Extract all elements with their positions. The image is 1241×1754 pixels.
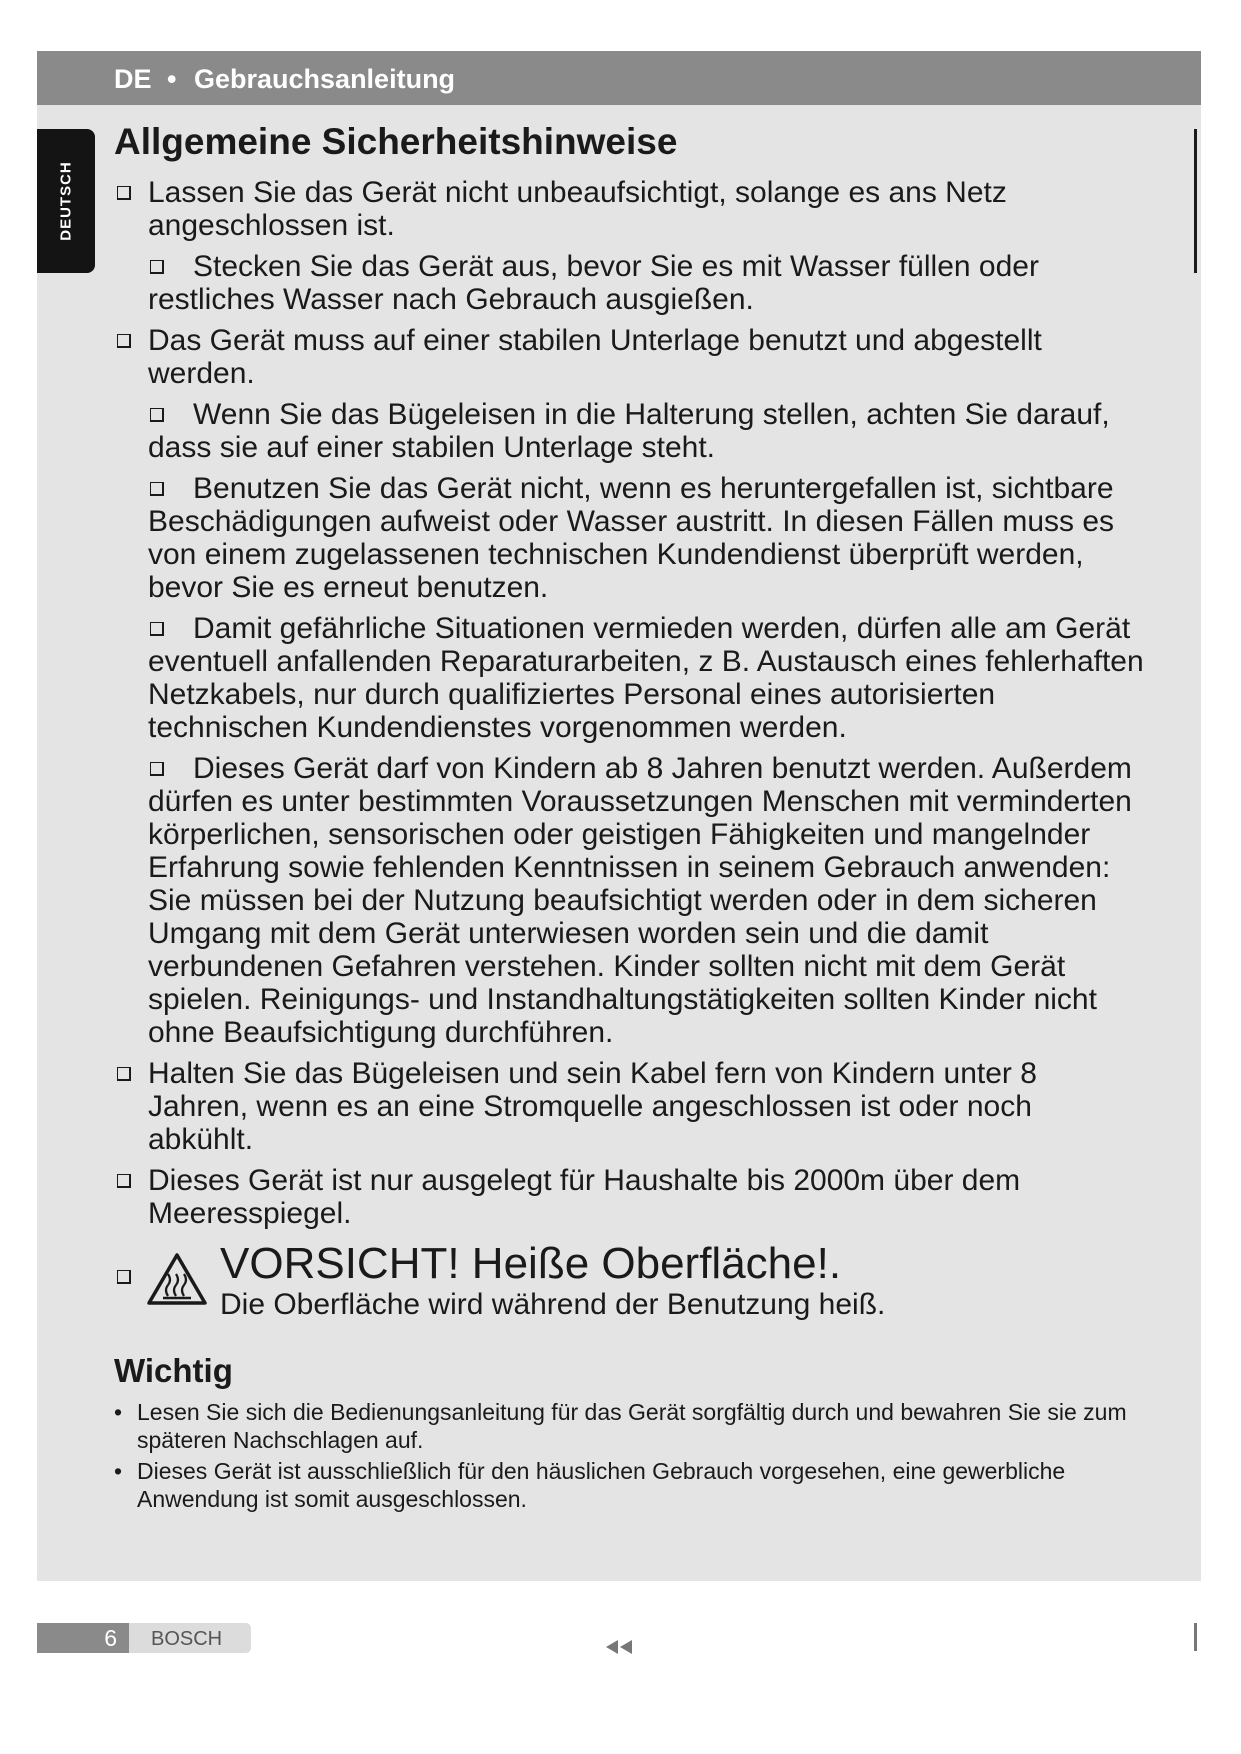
- header-title: Gebrauchsanleitung: [194, 64, 456, 94]
- hot-surface-warning-icon: [146, 1252, 208, 1306]
- list-item: [114, 250, 1144, 316]
- bullet-item-text: Dieses Gerät ist ausschließlich für den häuslichen Gebrauch vorgesehen, eine gewerbliche Anwendung ist somit ausgeschlossen.: [137, 1458, 1066, 1512]
- checkbox-bullet-icon: [150, 260, 164, 274]
- caution-text: Die Oberfläche wird während der Benutzung heiß.: [220, 1288, 886, 1321]
- list-item-text: Dieses Gerät ist nur ausgelegt für Haushalte bis 2000m über dem Meeresspiegel.: [148, 1164, 1021, 1230]
- list-item-text: Lassen Sie das Gerät nicht unbeaufsichtigt, solange es ans Netz angeschlossen ist.: [148, 176, 1007, 242]
- footer-brand-tab: [129, 1623, 251, 1653]
- important-heading: Wichtig: [114, 1352, 233, 1389]
- language-tab: [37, 129, 95, 273]
- brand-name: BOSCH: [151, 1628, 223, 1650]
- header-separator: •: [167, 64, 177, 94]
- list-item-text: Dieses Gerät darf von Kindern ab 8 Jahren benutzt werden. Außerdem dürfen es unter bestimmten Voraussetzungen Menschen mit verminderten körperlichen, sensorischen oder geistigen Fähigkeiten und mangelnder Erfahrung sowie fehlenden Kenntnissen in seinem Gebrauch anwenden: Sie müssen bei der Nutzung beaufsichtigt werden oder in dem sicheren Umgang mit dem Gerät unterwiesen worden sein und die damit verbundenen Gefahren verstehen. Kinder sollten nicht mit dem Gerät spielen. Reinigungs- und Instandhaltungstätigkeiten sollten Kinder nicht ohne Beaufsichtigung durchführen.: [148, 752, 1132, 1049]
- bullet-dot-icon: •: [114, 1399, 123, 1425]
- list-item: [114, 1057, 1144, 1156]
- list-item: [114, 1164, 1144, 1230]
- list-item: [114, 324, 1144, 390]
- double-left-arrow-icon[interactable]: [602, 1638, 636, 1656]
- page-number: 6: [104, 1625, 117, 1651]
- list-item-text: Damit gefährliche Situationen vermieden werden, dürfen alle am Gerät eventuell anfallenden Reparaturarbeiten, z B. Austausch eines fehlerhaften Netzkabels, nur durch qualifiziertes Personal eines autorisierten technischen Kundendienstes vorgenommen werden.: [148, 612, 1144, 744]
- bullet-item-text: Lesen Sie sich die Bedienungsanleitung für das Gerät sorgfältig durch und bewahren Sie sie zum späteren Nachschlagen auf.: [137, 1399, 1127, 1453]
- checkbox-bullet-icon: [117, 1270, 131, 1284]
- list-item-text: Halten Sie das Bügeleisen und sein Kabel fern von Kindern unter 8 Jahren, wenn es an eine Stromquelle angeschlossen ist oder noch abkühlt.: [148, 1057, 1037, 1156]
- bullet-item: [114, 1457, 1144, 1513]
- checkbox-bullet-icon: [150, 482, 164, 496]
- page-title: Allgemeine Sicherheitshinweise: [114, 121, 678, 162]
- header-bar: [37, 51, 1201, 105]
- checkbox-bullet-icon: [150, 762, 164, 776]
- list-item: [114, 176, 1144, 242]
- bullet-item: [114, 1398, 1144, 1454]
- right-margin-rule: [1194, 129, 1197, 273]
- list-item-text: Wenn Sie das Bügeleisen in die Halterung stellen, achten Sie darauf, dass sie auf einer stabilen Unterlage steht.: [148, 398, 1110, 464]
- list-item: [114, 612, 1144, 744]
- checkbox-bullet-icon: [117, 334, 131, 348]
- caution-block: [114, 1238, 1144, 1321]
- checkbox-bullet-icon: [117, 1174, 131, 1188]
- caution-heading: VORSICHT! Heiße Oberfläche!.: [220, 1239, 842, 1288]
- main-content: [114, 120, 1144, 1516]
- list-item: [114, 398, 1144, 464]
- list-item: [114, 472, 1144, 604]
- bullet-dot-icon: •: [114, 1458, 123, 1484]
- list-item-text: Stecken Sie das Gerät aus, bevor Sie es mit Wasser füllen oder restliches Wasser nach Gebrauch ausgießen.: [148, 250, 1039, 316]
- checkbox-bullet-icon: [117, 1067, 131, 1081]
- footer-right-rule: [1194, 1623, 1197, 1651]
- checkbox-bullet-icon: [150, 622, 164, 636]
- list-item-text: Benutzen Sie das Gerät nicht, wenn es heruntergefallen ist, sichtbare Beschädigungen aufweist oder Wasser austritt. In diesen Fällen muss es von einem zugelassenen technischen Kundendienst überprüft werden, bevor Sie es erneut benutzen.: [148, 472, 1115, 604]
- header-lang-code: DE: [114, 64, 152, 94]
- checkbox-bullet-icon: [150, 408, 164, 422]
- list-item-text: Das Gerät muss auf einer stabilen Unterlage benutzt und abgestellt werden.: [148, 324, 1042, 390]
- checkbox-bullet-icon: [117, 186, 131, 200]
- list-item: [114, 752, 1144, 1049]
- footer-page-number-tab: [37, 1623, 129, 1653]
- language-tab-label: DEUTSCH: [57, 161, 75, 241]
